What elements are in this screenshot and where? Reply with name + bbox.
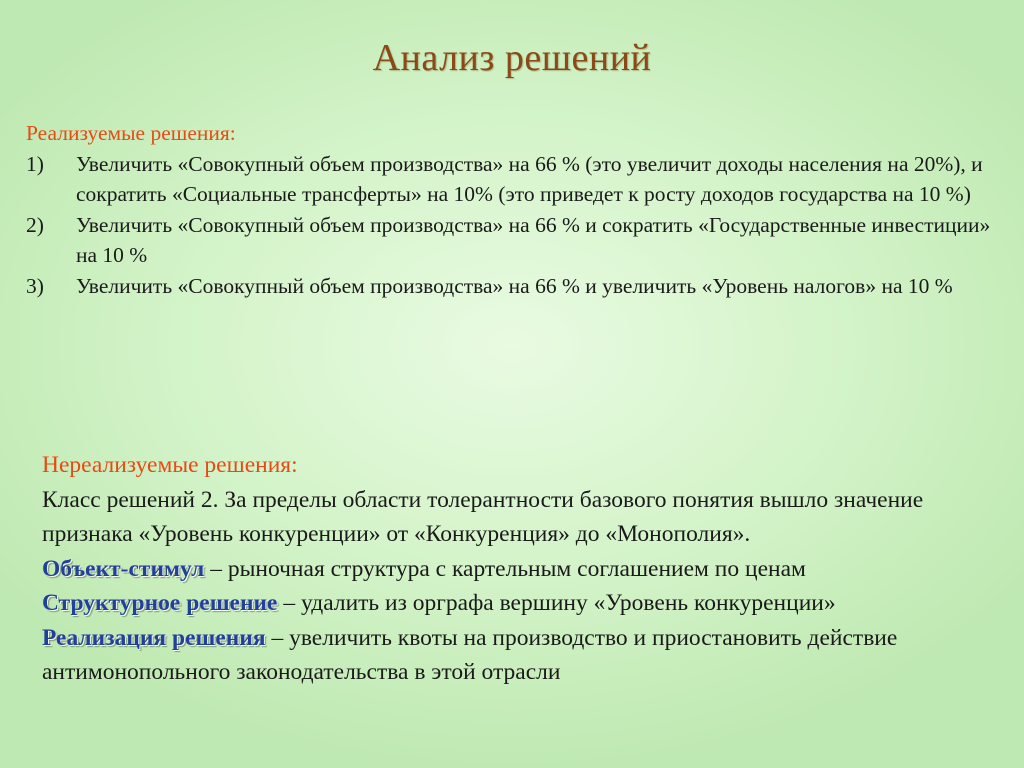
structural-solution-line: [42, 586, 1017, 621]
list-item: [26, 149, 1011, 210]
object-stimulus-term: Объект-стимул: [42, 555, 205, 582]
unrealizable-heading: Нереализуемые решения:: [42, 452, 298, 478]
solution-implementation-line: [42, 621, 1017, 690]
item-number: 1): [26, 151, 44, 176]
object-stimulus-line: [42, 552, 1017, 587]
structural-solution-text: – удалить из орграфа вершину «Уровень конкуренции»: [277, 590, 836, 616]
item-number: 2): [26, 212, 44, 237]
realizable-list: [26, 149, 1011, 302]
solution-implementation-text: – увеличить квоты на производство и приостановить действие антимонопольного законодательства в этой отрасли: [42, 624, 898, 685]
unrealizable-description: Класс решений 2. За пределы области толерантности базового понятия вышло значение признака «Уровень конкуренции» от «Конкуренция» до «Монополия».: [42, 486, 924, 547]
unrealizable-section: [42, 448, 1017, 690]
realizable-heading: Реализуемые решения:: [26, 121, 236, 145]
realizable-section: [26, 118, 1011, 301]
item-text: Увеличить «Совокупный объем производства» на 66 % и увеличить «Уровень налогов» на 10 %: [76, 273, 953, 298]
item-number: 3): [26, 273, 44, 298]
item-text: Увеличить «Совокупный объем производства» на 66 % (это увеличит доходы населения на 20%), и сократить «Социальные трансферты» на 10% (это приведет к росту доходов государства на 10 %): [76, 151, 983, 206]
item-text: Увеличить «Совокупный объем производства» на 66 % и сократить «Государственные инвестиции» на 10 %: [76, 212, 991, 267]
list-item: [26, 271, 1011, 302]
slide-title: Анализ решений: [372, 37, 652, 79]
solution-implementation-term: Реализация решения: [42, 624, 266, 651]
object-stimulus-text: – рыночная структура с картельным соглашением по ценам: [204, 555, 806, 582]
structural-solution-term: Структурное решение: [42, 590, 278, 616]
list-item: [26, 210, 1011, 271]
